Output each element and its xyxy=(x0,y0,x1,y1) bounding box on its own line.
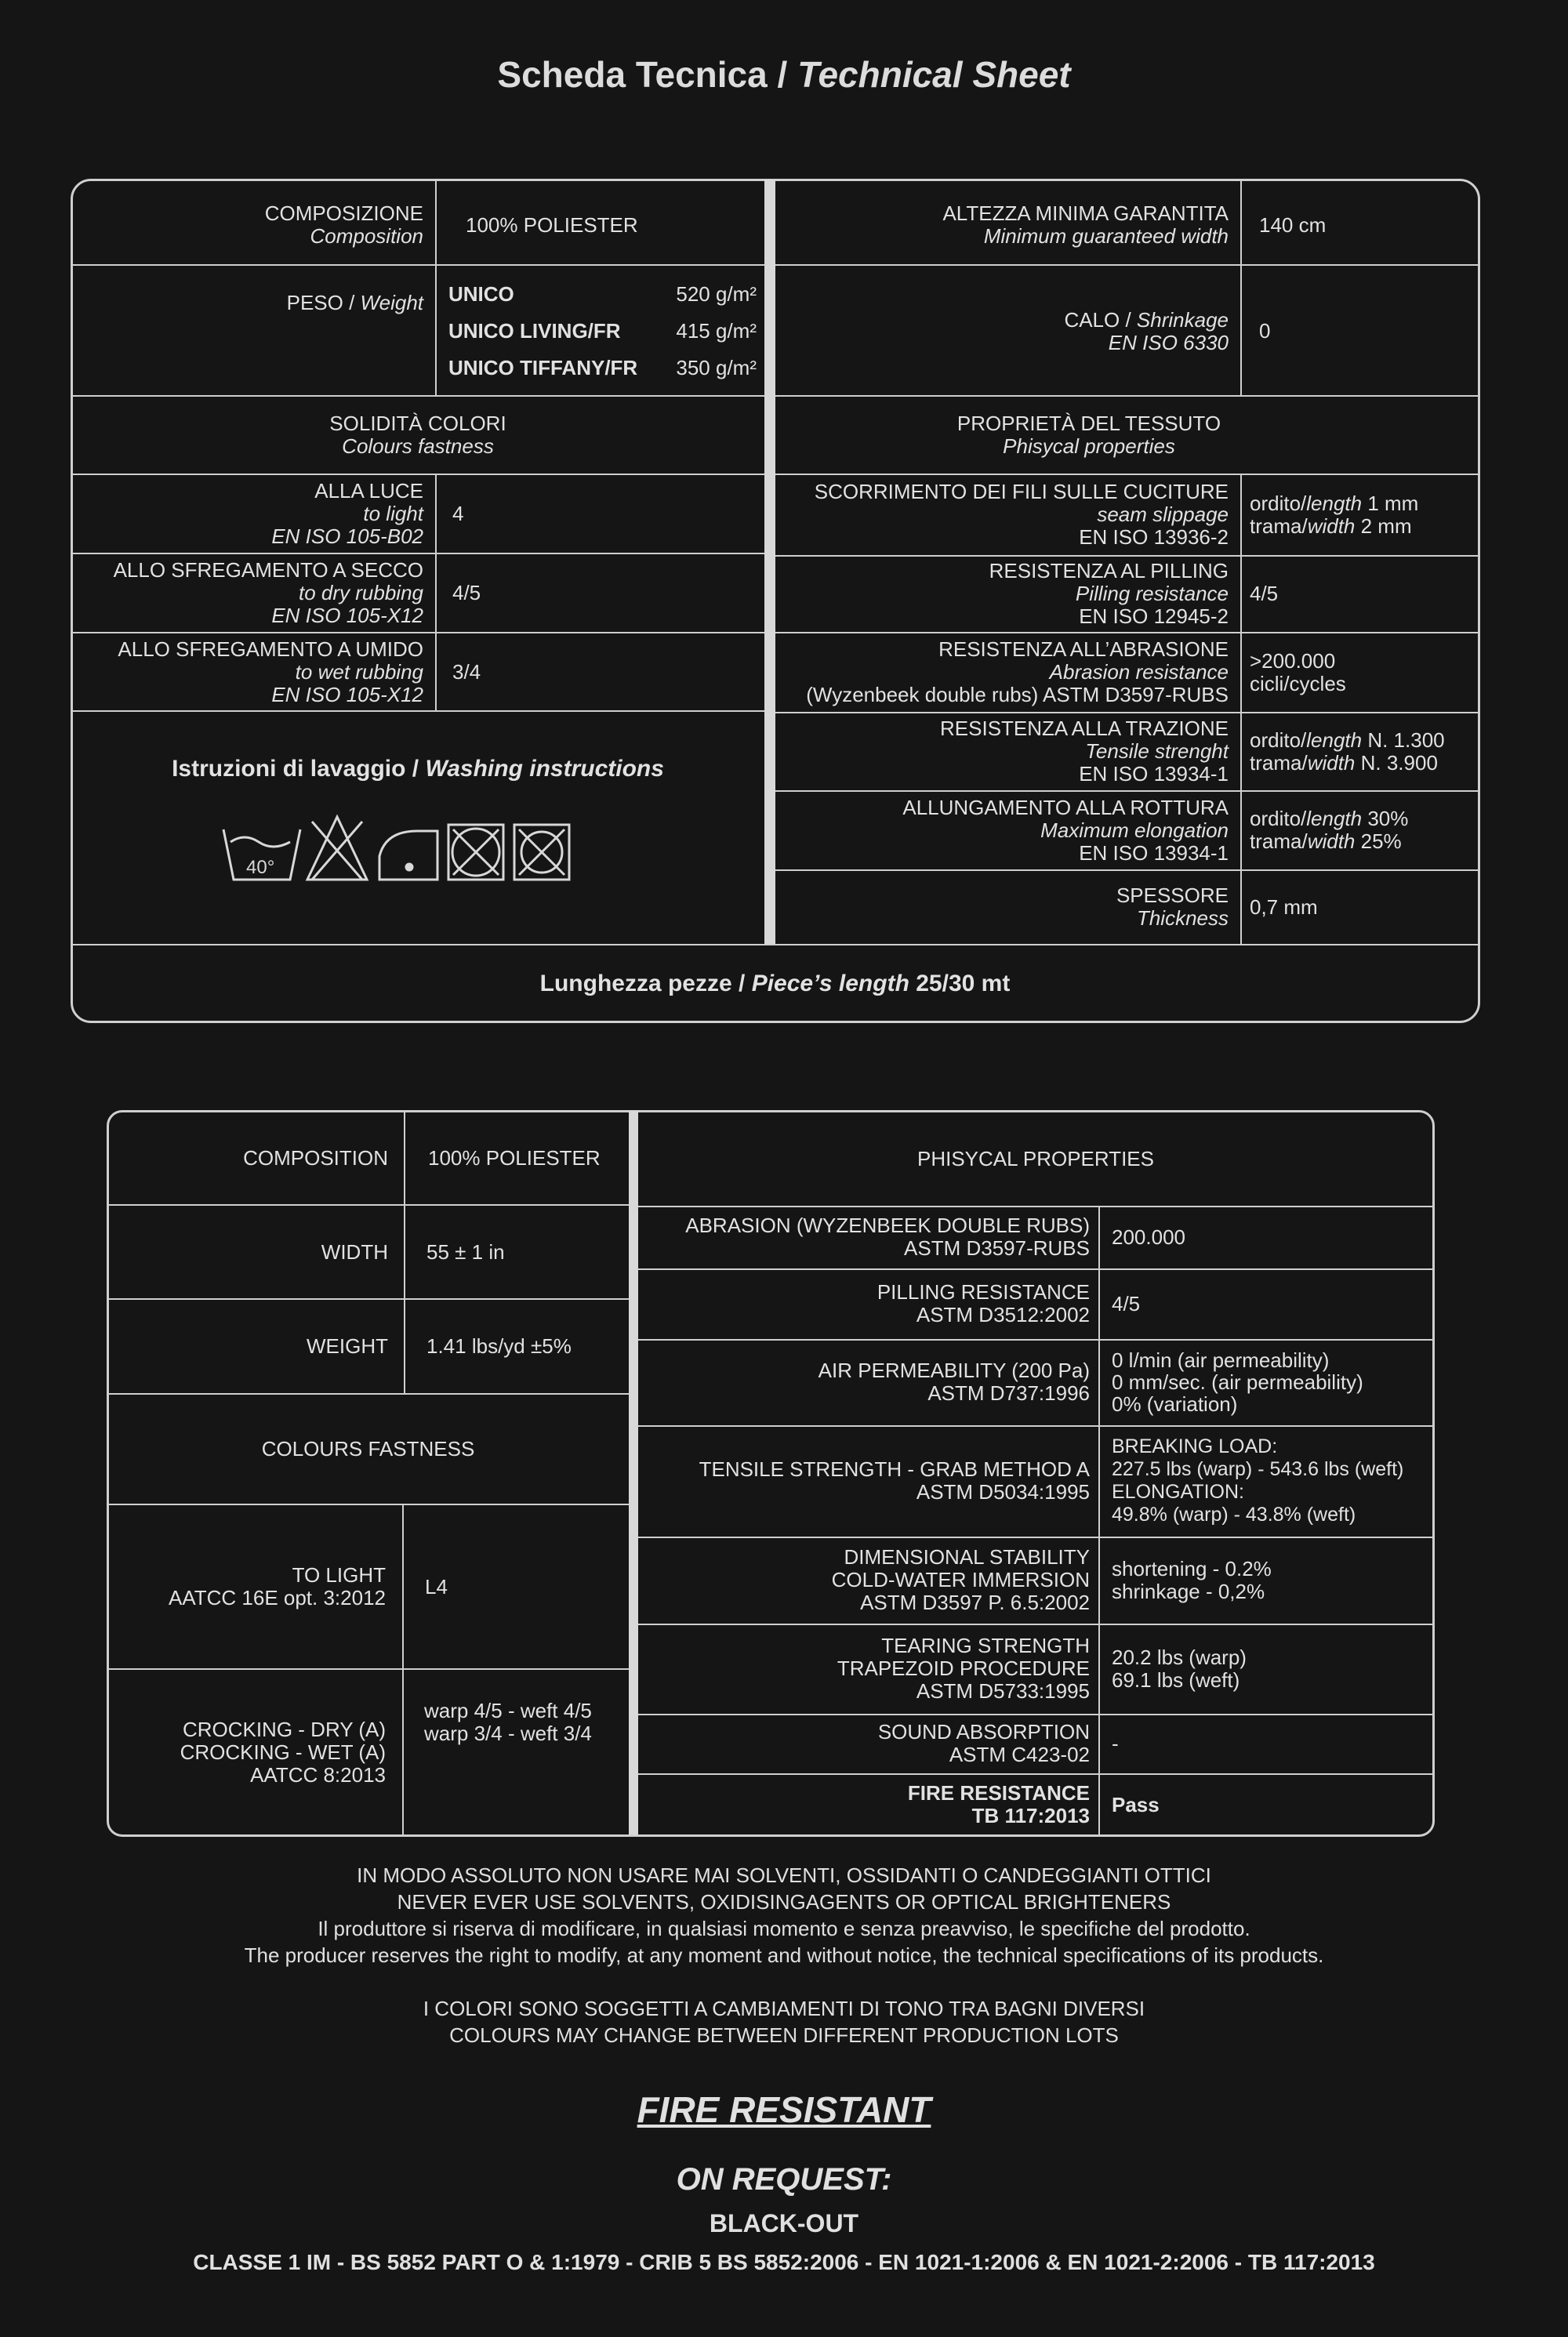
us-pilling-label: PILLING RESISTANCE ASTM D3512:2002 xyxy=(877,1280,1090,1326)
fastness-dry-label: ALLO SFREGAMENTO A SECCO to dry rubbing EN ISO 105-X12 xyxy=(113,557,423,627)
us-sound-absorption-value: - xyxy=(1112,1731,1119,1755)
us-pilling-value: 4/5 xyxy=(1112,1291,1141,1315)
page-title: Scheda Tecnica / Technical Sheet xyxy=(497,54,1071,95)
note-producer-en: The producer reserves the right to modify, at any moment and without notice, the technical specifications of its products. xyxy=(244,1943,1324,1967)
note-colours-en: COLOURS MAY CHANGE BETWEEN DIFFERENT PRODUCTION LOTS xyxy=(449,2023,1119,2047)
fire-resistant-heading: FIRE RESISTANT xyxy=(637,2089,931,2130)
fastness-light-label: ALLA LUCE to light EN ISO 105-B02 xyxy=(271,478,423,548)
fastness-light-value: 4 xyxy=(452,501,464,525)
svg-text:40°: 40° xyxy=(246,857,275,878)
on-request-heading: ON REQUEST: xyxy=(676,2162,892,2197)
fastness-dry-value: 4/5 xyxy=(452,580,481,604)
us-to-light-label: TO LIGHT AATCC 16E opt. 3:2012 xyxy=(168,1563,386,1609)
composition-label: COMPOSIZIONE Composition xyxy=(264,201,423,248)
us-crocking-label: CROCKING - DRY (A) CROCKING - WET (A) AATCC 8:2013 xyxy=(180,1717,386,1787)
us-physical-header: PHISYCAL PROPERTIES xyxy=(917,1146,1154,1170)
note-producer-it: Il produttore si riserva di modificare, in qualsiasi momento e senza preavviso, le specifiche del prodotto. xyxy=(318,1917,1250,1940)
us-dimensional-stability-label: DIMENSIONAL STABILITY COLD-WATER IMMERSION ASTM D3597 P. 6.5:2002 xyxy=(831,1545,1090,1614)
washing-symbols xyxy=(220,807,580,886)
us-composition-label: COMPOSITION xyxy=(243,1145,388,1170)
abrasion-value: >200.000 cicli/cycles xyxy=(1250,648,1346,695)
us-tensile-label: TENSILE STRENGTH - GRAB METHOD A ASTM D5034:1995 xyxy=(699,1457,1090,1504)
colours-fastness-header: SOLIDITÀ COLORI Colours fastness xyxy=(329,412,506,458)
us-tearing-strength-label: TEARING STRENGTH TRAPEZOID PROCEDURE ASTM D5733:1995 xyxy=(837,1634,1090,1703)
elongation-label: ALLUNGAMENTO ALLA ROTTURA Maximum elongation EN ISO 13934-1 xyxy=(902,795,1229,865)
us-composition-value: 100% POLIESTER xyxy=(428,1145,601,1170)
weight-label: PESO / Weight xyxy=(286,291,423,314)
us-fire-resistance-label: FIRE RESISTANCE TB 117:2013 xyxy=(907,1781,1090,1827)
us-dimensional-stability-value: shortening - 0.2% shrinkage - 0,2% xyxy=(1112,1556,1272,1603)
fastness-wet-label: ALLO SFREGAMENTO A UMIDO to wet rubbing EN ISO 105-X12 xyxy=(118,637,423,706)
elongation-value: ordito/length 30% trama/width 25% xyxy=(1250,807,1409,853)
us-to-light-value: L4 xyxy=(425,1574,448,1599)
us-air-permeability-value: 0 l/min (air permeability) 0 mm/sec. (air permeability) 0% (variation) xyxy=(1112,1348,1363,1416)
no-bleach-icon xyxy=(307,817,367,880)
seam-slippage-label: SCORRIMENTO DEI FILI SULLE CUCITURE seam slippage EN ISO 13936-2 xyxy=(814,480,1229,549)
composition-value: 100% POLIESTER xyxy=(466,212,638,237)
note-solvents-en: NEVER EVER USE SOLVENTS, OXIDISINGAGENTS OR OPTICAL BRIGHTENERS xyxy=(397,1890,1171,1914)
us-abrasion-value: 200.000 xyxy=(1112,1225,1185,1249)
us-fire-resistance-value: Pass xyxy=(1112,1792,1160,1816)
us-tearing-strength-value: 20.2 lbs (warp) 69.1 lbs (weft) xyxy=(1112,1645,1247,1692)
shrinkage-label: CALO / Shrinkage EN ISO 6330 xyxy=(1064,307,1229,354)
note-solvents-it: IN MODO ASSOLUTO NON USARE MAI SOLVENTI, OSSIDANTI O CANDEGGIANTI OTTICI xyxy=(357,1863,1211,1887)
weight-values: UNICO 520 g/m² UNICO LIVING/FR 415 g/m² UNICO TIFFANY/FR 350 g/m² xyxy=(448,282,757,379)
us-weight-label: WEIGHT xyxy=(307,1334,388,1358)
us-tensile-value: BREAKING LOAD: 227.5 lbs (warp) - 543.6 lbs (weft) ELONGATION: 49.8% (warp) - 43.8% (weft) xyxy=(1112,1435,1404,1526)
us-colours-fastness-header: COLOURS FASTNESS xyxy=(261,1436,475,1461)
us-width-label: WIDTH xyxy=(321,1239,388,1264)
us-crocking-value: warp 4/5 - weft 4/5 warp 3/4 - weft 3/4 xyxy=(424,1699,592,1745)
black-out-label: BLACK-OUT xyxy=(709,2209,859,2237)
column-divider-2 xyxy=(629,1111,638,1835)
seam-slippage-value: ordito/length 1 mm trama/width 2 mm xyxy=(1250,491,1419,538)
pilling-value: 4/5 xyxy=(1250,582,1279,605)
thickness-value: 0,7 mm xyxy=(1250,895,1318,919)
us-weight-value: 1.41 lbs/yd ±5% xyxy=(426,1334,572,1358)
pilling-label: RESISTENZA AL PILLING Pilling resistance EN ISO 12945-2 xyxy=(989,559,1229,628)
fastness-wet-value: 3/4 xyxy=(452,659,481,684)
no-dry-clean-icon xyxy=(514,825,569,880)
us-sound-absorption-label: SOUND ABSORPTION ASTM C423-02 xyxy=(877,1720,1090,1766)
us-width-value: 55 ± 1 in xyxy=(426,1239,505,1264)
piece-length: Lunghezza pezze / Piece’s length 25/30 mt xyxy=(539,970,1011,996)
note-colours-it: I COLORI SONO SOGGETTI A CAMBIAMENTI DI TONO TRA BAGNI DIVERSI xyxy=(423,1997,1145,2020)
us-air-permeability-label: AIR PERMEABILITY (200 Pa) ASTM D737:1996 xyxy=(818,1359,1090,1405)
column-divider xyxy=(764,180,775,945)
min-width-value: 140 cm xyxy=(1259,212,1327,237)
abrasion-label: RESISTENZA ALL’ABRASIONE Abrasion resistance (Wyzenbeek double rubs) ASTM D3597-RUBS xyxy=(806,637,1229,706)
shrinkage-value: 0 xyxy=(1259,319,1271,343)
us-abrasion-label: ABRASION (WYZENBEEK DOUBLE RUBS) ASTM D3597-RUBS xyxy=(685,1214,1090,1260)
wash-40-icon xyxy=(223,829,300,880)
thickness-label: SPESSORE Thickness xyxy=(1116,884,1229,930)
tensile-value: ordito/length N. 1.300 trama/width N. 3.900 xyxy=(1250,728,1445,775)
iron-icon xyxy=(379,831,437,880)
tensile-label: RESISTENZA ALLA TRAZIONE Tensile strenght EN ISO 13934-1 xyxy=(940,717,1229,786)
min-width-label: ALTEZZA MINIMA GARANTITA Minimum guaranteed width xyxy=(942,201,1229,248)
washing-instructions-label: Istruzioni di lavaggio / Washing instructions xyxy=(172,755,664,782)
physical-properties-header: PROPRIETÀ DEL TESSUTO Phisycal properties xyxy=(956,412,1221,458)
no-tumble-dry-icon xyxy=(448,825,503,880)
certifications-line: CLASSE 1 IM - BS 5852 PART O & 1:1979 - CRIB 5 BS 5852:2006 - EN 1021-1:2006 & EN 1021-2:2006 - TB 117:2013 xyxy=(193,2250,1375,2274)
